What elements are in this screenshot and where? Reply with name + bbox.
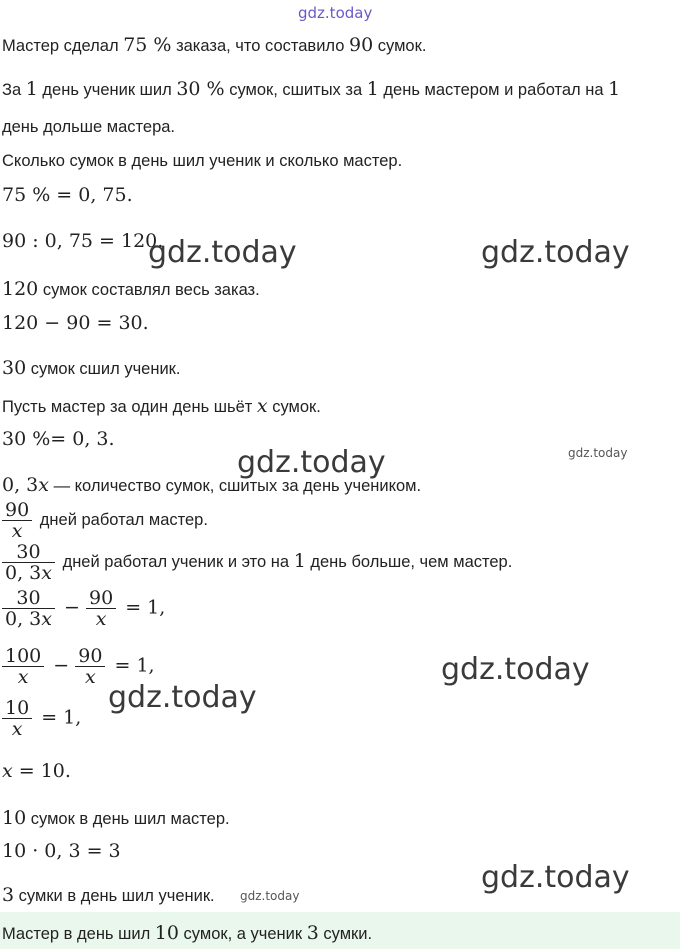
line-7 xyxy=(2,278,260,300)
math: 1 xyxy=(293,549,306,572)
equation-9: 10 · 0, 3 = 3 xyxy=(2,840,121,862)
watermark-inline: gdz.today xyxy=(240,889,300,903)
equals: = 1, xyxy=(108,654,155,677)
math: 90 xyxy=(349,34,374,56)
equation-1: 75 % = 0, 75. xyxy=(2,184,133,206)
text: сумок сшил ученик. xyxy=(26,360,181,378)
denominator xyxy=(2,563,55,583)
text: Пусть мастер за один день шьёт xyxy=(2,398,257,416)
text: сумок. xyxy=(267,398,321,416)
equation-2: 90 : 0, 75 = 120. xyxy=(2,230,164,252)
math-variable: x xyxy=(2,760,13,782)
text: сумок составлял весь заказ. xyxy=(38,281,260,299)
equation-7 xyxy=(2,698,81,739)
text: сумки в день шил ученик. xyxy=(14,887,215,905)
equation-8 xyxy=(2,760,71,782)
denominator-number: 0, 3 xyxy=(5,608,42,630)
fraction xyxy=(2,588,55,629)
math: 1 xyxy=(608,78,621,100)
text: заказа, что составило xyxy=(171,37,349,55)
math-variable: x xyxy=(38,474,49,496)
text: сумок, а ученик xyxy=(178,925,307,943)
text: день больше, чем мастер. xyxy=(305,552,513,571)
math-variable: x xyxy=(256,395,268,417)
text: сумок в день шил мастер. xyxy=(26,810,230,828)
math: 1 xyxy=(25,78,38,100)
fraction xyxy=(86,588,116,629)
text: Мастер в день шил xyxy=(2,925,155,943)
equals: = 1, xyxy=(119,596,166,619)
text: день мастером и работал на xyxy=(378,81,609,99)
math: 30 % xyxy=(176,78,225,100)
text: день ученик шил xyxy=(37,81,177,99)
text: дней работал мастер. xyxy=(35,510,208,529)
numerator: 100 xyxy=(2,646,44,667)
text: сумки. xyxy=(318,925,373,943)
math: 10 xyxy=(154,922,179,944)
math: 1 xyxy=(366,78,379,100)
text: сумок. xyxy=(373,37,427,55)
watermark-4: gdz.today xyxy=(568,446,628,460)
watermark-2: gdz.today xyxy=(481,235,630,270)
math: 120 xyxy=(2,278,39,300)
line-10 xyxy=(2,395,321,417)
math: 75 % xyxy=(123,34,172,56)
denominator: x xyxy=(95,608,107,630)
watermark-1: gdz.today xyxy=(148,235,297,270)
line-19 xyxy=(2,807,230,829)
line-4: Сколько сумок в день шил ученик и сколько мастер. xyxy=(2,152,403,170)
fraction xyxy=(2,646,44,687)
line-14 xyxy=(2,542,512,583)
operator: − xyxy=(47,654,76,677)
watermark-3: gdz.today xyxy=(237,445,386,480)
math: 30 xyxy=(2,357,27,379)
denominator: x xyxy=(11,520,23,542)
denominator-variable: x xyxy=(41,608,52,630)
line-13 xyxy=(2,500,208,541)
fraction xyxy=(2,542,55,583)
fraction xyxy=(75,646,105,687)
equation-3: 120 − 90 = 30. xyxy=(2,312,149,334)
math: 3 xyxy=(306,922,319,944)
math: 0, 3 xyxy=(2,474,39,496)
denominator: x xyxy=(11,718,23,740)
answer-line xyxy=(2,922,372,944)
denominator xyxy=(2,609,55,629)
denominator: x xyxy=(85,666,96,688)
denominator-number: 0, 3 xyxy=(5,562,42,584)
math: = 10. xyxy=(12,760,71,782)
math: 10 xyxy=(2,807,27,829)
line-21 xyxy=(2,884,215,906)
equation-5 xyxy=(2,588,165,629)
line-2 xyxy=(2,78,620,100)
equation-4: 30 %= 0, 3. xyxy=(2,428,115,450)
numerator: 90 xyxy=(2,500,32,521)
line-1 xyxy=(2,34,426,56)
numerator: 90 xyxy=(86,588,116,609)
denominator-variable: x xyxy=(41,562,52,584)
numerator: 10 xyxy=(2,698,32,719)
text: Мастер сделал xyxy=(2,37,124,55)
watermark-7: gdz.today xyxy=(481,860,630,895)
operator: − xyxy=(57,596,86,619)
fraction xyxy=(2,698,32,739)
text: За xyxy=(2,81,26,99)
denominator: x xyxy=(17,666,29,688)
numerator: 30 xyxy=(2,588,55,609)
line-9 xyxy=(2,357,180,379)
fraction xyxy=(2,500,32,541)
math: 3 xyxy=(2,884,15,906)
equals: = 1, xyxy=(35,706,82,729)
watermark-5: gdz.today xyxy=(441,652,590,687)
text: сумок, сшитых за xyxy=(224,81,367,99)
numerator: 90 xyxy=(75,646,105,667)
watermark-top: gdz.today xyxy=(298,4,373,22)
text: — количество сумок, сшитых за день учеником. xyxy=(48,477,422,495)
line-3: день дольше мастера. xyxy=(2,118,176,136)
text: дней работал ученик и это на xyxy=(57,552,294,571)
numerator: 30 xyxy=(2,542,55,563)
watermark-6: gdz.today xyxy=(108,680,257,715)
